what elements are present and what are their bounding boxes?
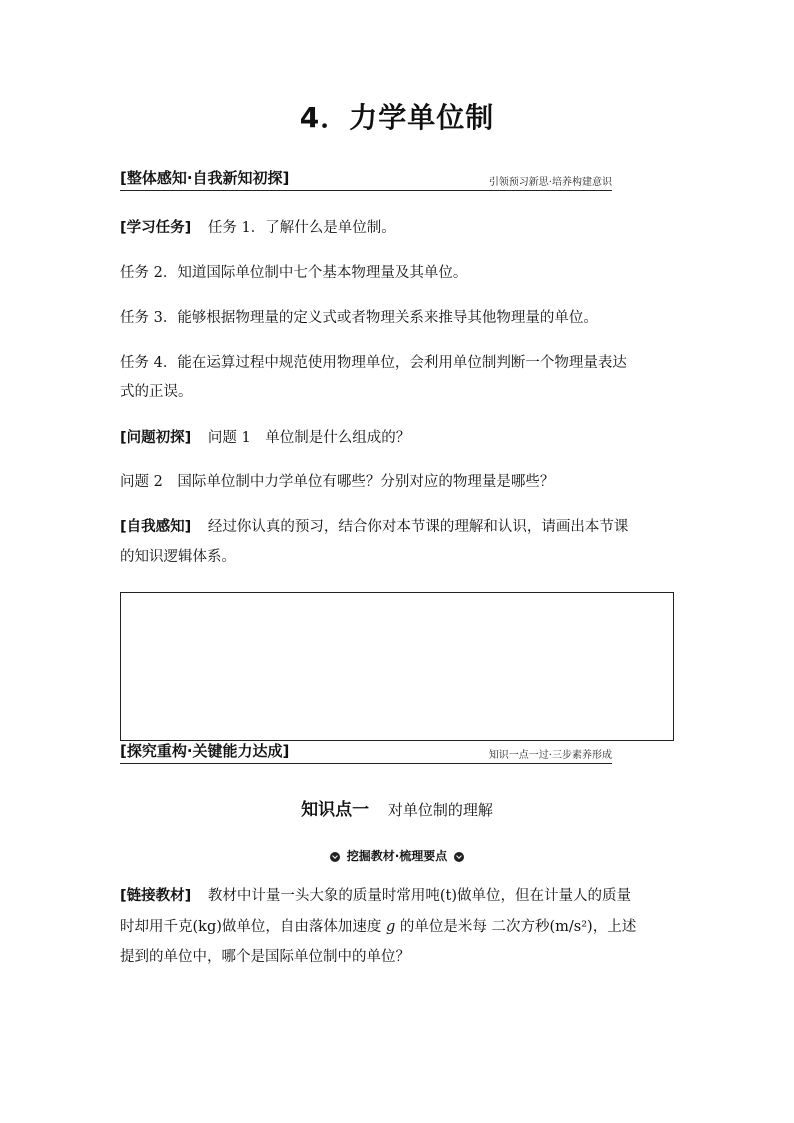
gravity-symbol: g <box>386 919 396 935</box>
link-text-2a: 时却用千克(kg)做单位，自由落体加速度 <box>120 919 382 935</box>
self-perception-tag: [自我感知] <box>120 519 192 535</box>
section-header-explore <box>120 741 612 764</box>
task-line-1 <box>120 214 675 242</box>
learning-task-tag: [学习任务] <box>120 220 192 236</box>
question-line-2: 问题 2 国际单位制中力学单位有哪些？分别对应的物理量是哪些？ <box>120 474 555 490</box>
question-line-1 <box>120 424 675 452</box>
chevron-down-badge-icon <box>454 852 464 862</box>
link-text-2b: 的单位是米每 二次方秒(m/s²)，上述 <box>399 919 637 935</box>
question-tag: [问题初探] <box>120 430 192 446</box>
question-1-text: 问题 1 单位制是什么组成的？ <box>207 430 411 446</box>
link-text-line-1 <box>120 882 675 910</box>
section-header-title: [整体感知·自我新知初探] <box>120 169 290 187</box>
self-perception-line-2: 的知识逻辑体系。 <box>120 549 236 565</box>
section-header-title: [探究重构·关键能力达成] <box>120 742 290 760</box>
link-text-1: 教材中计量一头大象的质量时常用吨(t)做单位，但在计量人的质量 <box>207 888 632 904</box>
knowledge-point-number: 知识点一 <box>301 800 370 820</box>
link-textbook-tag: [链接教材] <box>120 888 192 904</box>
task-1-text: 任务 1．了解什么是单位制。 <box>207 220 396 236</box>
task-line-4a: 任务 4．能在运算过程中规范使用物理单位，会利用单位制判断一个物理量表达 <box>120 355 627 371</box>
self-perception-text: 经过你认真的预习，结合你对本节课的理解和认识，请画出本节课 <box>207 519 629 535</box>
section-header-overview <box>120 168 612 191</box>
knowledge-point-title: 对单位制的理解 <box>387 801 493 819</box>
knowledge-drawing-box <box>120 592 674 741</box>
task-line-3: 任务 3．能够根据物理量的定义式或者物理关系来推导其他物理量的单位。 <box>120 310 598 326</box>
sub-banner <box>0 847 794 864</box>
link-text-line-3: 提到的单位中，哪个是国际单位制中的单位？ <box>120 949 410 965</box>
chevron-down-badge-icon <box>330 852 340 862</box>
task-line-4b: 式的正误。 <box>120 384 193 400</box>
sub-banner-text: 挖掘教材·梳理要点 <box>346 849 448 863</box>
section-header-subtitle: 引领预习新思·培养构建意识 <box>488 177 612 188</box>
page-title: 4．力学单位制 <box>299 101 495 134</box>
task-line-2: 任务 2．知道国际单位制中七个基本物理量及其单位。 <box>120 265 468 281</box>
section-header-subtitle: 知识一点一过·三步素养形成 <box>488 750 612 761</box>
self-perception-line-1 <box>120 513 675 541</box>
link-text-line-2 <box>120 913 675 941</box>
knowledge-point-heading <box>0 795 794 820</box>
